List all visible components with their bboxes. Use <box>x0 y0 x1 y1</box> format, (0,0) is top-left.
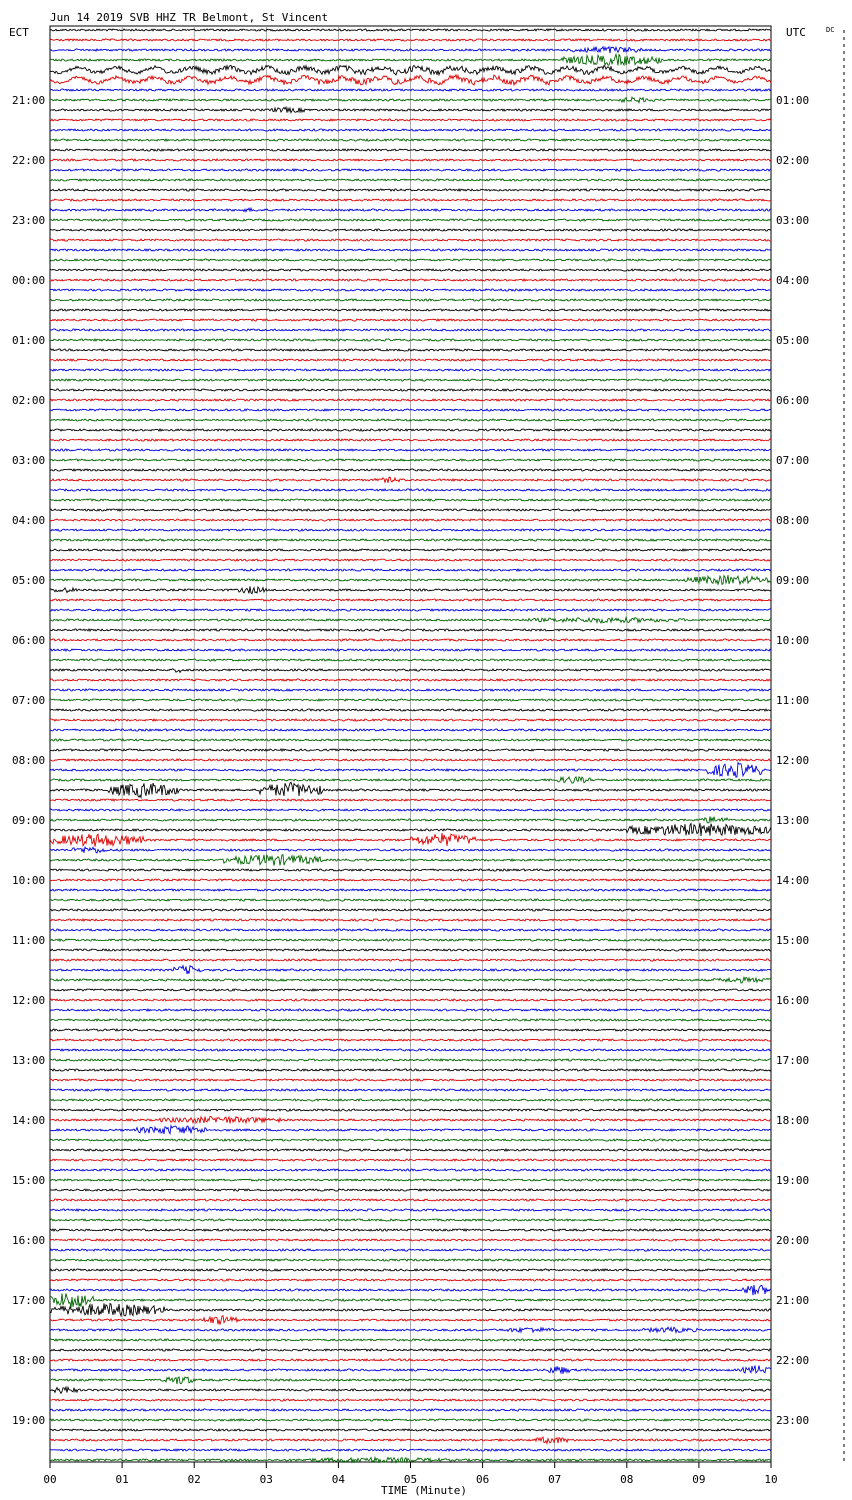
chart-title: Jun 14 2019 SVB HHZ TR Belmont, St Vincent <box>50 11 329 24</box>
right-hour-label: 02:00 <box>776 154 810 167</box>
x-tick-label: 03 <box>259 1473 273 1486</box>
right-hour-label: 06:00 <box>776 394 810 407</box>
left-hour-label: 12:00 <box>12 994 46 1007</box>
right-hour-label: 09:00 <box>776 574 810 587</box>
right-hour-label: 16:00 <box>776 994 810 1007</box>
left-hour-label: 01:00 <box>12 334 46 347</box>
left-hour-label: 10:00 <box>12 874 46 887</box>
x-tick-label: 10 <box>764 1473 778 1486</box>
x-tick-label: 06 <box>475 1473 490 1486</box>
right-hour-label: 15:00 <box>776 934 810 947</box>
left-hour-label: 11:00 <box>12 934 46 947</box>
left-timezone-label: ECT <box>9 26 29 39</box>
left-hour-labels <box>12 94 45 1427</box>
left-hour-label: 13:00 <box>12 1054 46 1067</box>
left-hour-label: 19:00 <box>12 1414 46 1427</box>
left-hour-label: 03:00 <box>12 454 46 467</box>
left-hour-label: 05:00 <box>12 574 46 587</box>
x-axis-ticks <box>43 1462 777 1486</box>
left-hour-label: 18:00 <box>12 1354 46 1367</box>
right-hour-label: 07:00 <box>776 454 810 467</box>
x-tick-label: 07 <box>548 1473 562 1486</box>
right-hour-label: 08:00 <box>776 514 810 527</box>
right-hour-label: 05:00 <box>776 334 810 347</box>
left-hour-label: 17:00 <box>12 1294 46 1307</box>
right-hour-label: 22:00 <box>776 1354 810 1367</box>
x-axis-label: TIME (Minute) <box>380 1484 468 1497</box>
right-hour-label: 13:00 <box>776 814 810 827</box>
left-hour-label: 23:00 <box>12 214 46 227</box>
left-hour-label: 16:00 <box>12 1234 46 1247</box>
right-hour-label: 14:00 <box>776 874 810 887</box>
left-hour-label: 08:00 <box>12 754 46 767</box>
left-hour-label: 06:00 <box>12 634 46 647</box>
right-hour-label: 10:00 <box>776 634 810 647</box>
right-hour-label: 04:00 <box>776 274 810 287</box>
x-tick-label: 01 <box>115 1473 129 1486</box>
right-hour-label: 11:00 <box>776 694 810 707</box>
right-timezone-label: UTC <box>786 26 806 39</box>
left-hour-label: 14:00 <box>12 1114 46 1127</box>
left-hour-label: 22:00 <box>12 154 46 167</box>
right-hour-label: 18:00 <box>776 1114 810 1127</box>
right-hour-label: 20:00 <box>776 1234 810 1247</box>
dc-label: DC <box>826 26 835 34</box>
x-tick-label: 00 <box>43 1473 57 1486</box>
right-hour-label: 17:00 <box>776 1054 810 1067</box>
left-hour-label: 15:00 <box>12 1174 46 1187</box>
left-hour-label: 00:00 <box>12 274 46 287</box>
right-hour-label: 23:00 <box>776 1414 810 1427</box>
left-hour-label: 02:00 <box>12 394 46 407</box>
left-hour-label: 04:00 <box>12 514 46 527</box>
seismic-trace <box>50 1359 771 1361</box>
right-hour-label: 01:00 <box>776 94 810 107</box>
x-tick-label: 05 <box>403 1473 418 1486</box>
x-tick-label: 08 <box>620 1473 634 1486</box>
right-hour-label: 21:00 <box>776 1294 810 1307</box>
right-hour-label: 12:00 <box>776 754 810 767</box>
x-tick-label: 02 <box>187 1473 201 1486</box>
left-hour-label: 21:00 <box>12 94 46 107</box>
left-hour-label: 07:00 <box>12 694 46 707</box>
right-hour-labels <box>776 94 809 1427</box>
right-hour-label: 03:00 <box>776 214 810 227</box>
right-hour-label: 19:00 <box>776 1174 810 1187</box>
seismic-trace <box>50 959 771 961</box>
grid-lines <box>122 26 699 1462</box>
x-tick-label: 09 <box>692 1473 706 1486</box>
x-tick-label: 04 <box>331 1473 346 1486</box>
left-hour-label: 09:00 <box>12 814 46 827</box>
seismic-trace <box>50 259 771 261</box>
